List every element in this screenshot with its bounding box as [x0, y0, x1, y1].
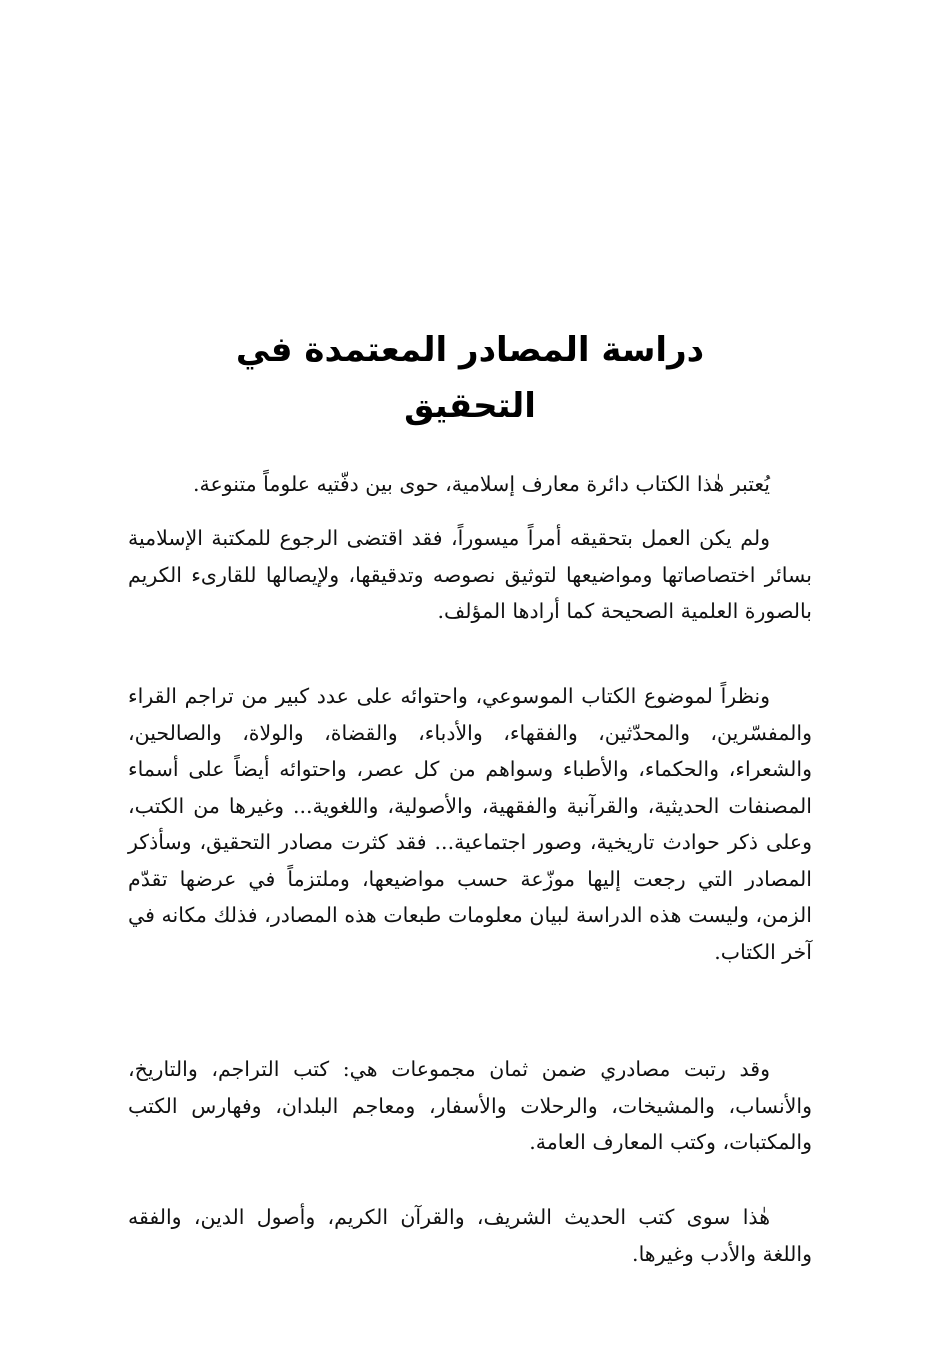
paragraph-sources-overview: ونظراً لموضوع الكتاب الموسوعي، واحتوائه على عدد كبير من تراجم القراء والمفسّرين، والمحدّثين، والفقهاء، والأدباء، والقضاة، والولاة، والصالحين، والشعراء، والحكماء، والأطباء وسواهم من كل عصر، واحتوائه أيضاً على أسماء المصنفات الحديثية، والقرآنية والفقهية، والأصولية، واللغوية... وغيرها من الكتب، وعلى ذكر حوادث تاريخية، وصور اجتماعية... فقد كثرت مصادر التحقيق، وسأذكر المصادر التي رجعت إليها موزّعة حسب مواضيعها، وملتزماً في عرضها تقدّم الزمن، وليست هذه الدراسة لبيان معلومات طبعات هذه المصادر، فذلك مكانه في آخر الكتاب.	[128, 684, 812, 964]
paragraph-other-books: هٰذا سوى كتب الحديث الشريف، والقرآن الكريم، وأصول الدين، والفقه واللغة والأدب وغيرها.	[128, 1205, 812, 1266]
paragraph-verification: ولم يكن العمل بتحقيقه أمراً ميسوراً، فقد اقتضى الرجوع للمكتبة الإسلامية بسائر اختصاصاتها ومواضيعها لتوثيق نصوصه وتدقيقها، ولإيصالها للقارىء الكريم بالصورة العلمية الصحيحة كما أرادها المؤلف.	[128, 526, 812, 623]
paragraph-intro: يُعتبر هٰذا الكتاب دائرة معارف إسلامية، حوى بين دفّتيه علوماً متنوعة.	[192, 472, 770, 496]
paragraph-source-groups: وقد رتبت مصادري ضمن ثمان مجموعات هي: كتب التراجم، والتاريخ، والأنساب، والمشيخات، والرحلات والأسفار، ومعاجم البلدان، وفهارس الكتب والمكتبات، وكتب المعارف العامة.	[128, 1057, 812, 1154]
page-title: دراسة المصادر المعتمدة في التحقيق	[235, 330, 705, 426]
